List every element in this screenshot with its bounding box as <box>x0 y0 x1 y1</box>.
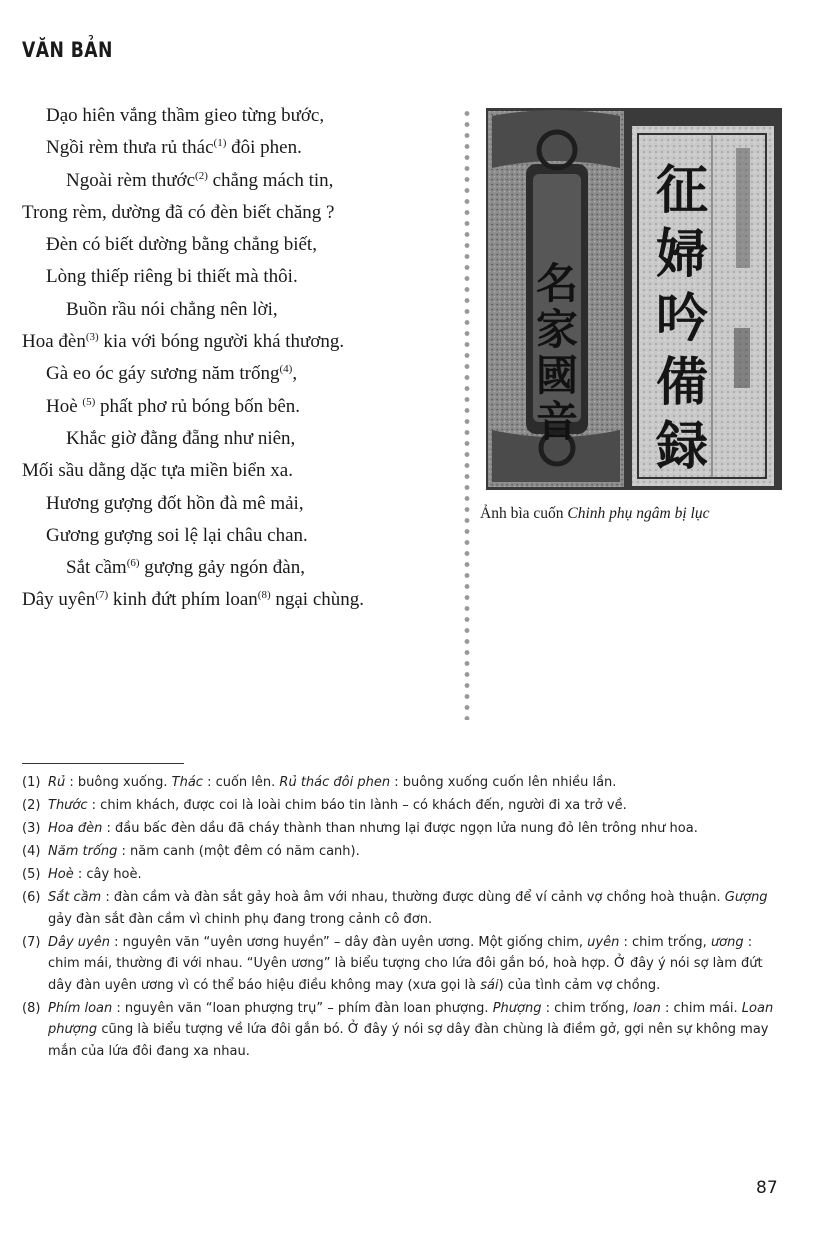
footnote-text: ương <box>710 934 744 950</box>
footnote-text: Rủ <box>48 775 66 790</box>
footnote-text: Loan phượng <box>48 1000 774 1037</box>
poem <box>22 100 462 617</box>
footnote-number: (4) <box>22 844 41 859</box>
poem-line <box>22 261 462 293</box>
footnote-number: (1) <box>22 775 41 790</box>
left-cover-character: 國 <box>535 351 579 400</box>
footnote-text: Hoa đèn <box>48 821 103 836</box>
footnote-text: sái <box>480 977 499 993</box>
footnote-text: ) của tình cảm vợ chồng. <box>498 977 661 993</box>
poem-line <box>22 455 462 487</box>
poem-text: Ngoài rèm thước <box>66 169 196 191</box>
poem-text: Hương gượng đốt hồn đà mê mải, <box>46 492 304 514</box>
dotted-divider <box>464 108 470 720</box>
footnote-text: Phượng <box>492 1000 542 1016</box>
poem-text: Lòng thiếp riêng bi thiết mà thôi. <box>46 266 298 288</box>
footnote-text: Thước <box>48 798 88 813</box>
footnote-number: (7) <box>22 934 41 950</box>
left-cover-character: 家 <box>535 305 579 354</box>
book-cover-photo <box>486 108 782 490</box>
poem-line <box>22 326 462 358</box>
poem-text: Mối sầu dằng dặc tựa miền biển xa. <box>22 460 293 482</box>
footnote <box>22 818 784 840</box>
footnote-text: : chim mái, thường đi với nhau. “Uyên ương” là biểu tượng cho lứa đôi gắn bó, hoà hợp. Ở đây ý nói sợ làm đứt dây đàn uyên ương vì có thể báo hiệu điều không may (xưa gọi là <box>48 934 763 993</box>
figure-caption <box>480 505 709 523</box>
footnote-text: : chim trống, <box>619 934 711 950</box>
left-cover-character: 名 <box>535 259 579 308</box>
poem-line <box>22 294 462 326</box>
footnote-number: (8) <box>22 1000 41 1016</box>
footnote-text: Hoè <box>48 867 74 882</box>
poem-line <box>22 423 462 455</box>
poem-line <box>22 552 462 584</box>
left-cover-character: 音 <box>535 397 579 446</box>
poem-text: Buồn rầu nói chẳng nên lời, <box>66 298 278 320</box>
footnote-text: Rủ thác đôi phen <box>279 775 391 790</box>
poem-text: Hoè <box>46 395 83 417</box>
footnote-text: uyên <box>587 934 620 950</box>
footnote-number: (5) <box>22 867 41 882</box>
section-title: VĂN BẢN <box>22 38 113 62</box>
poem-text: Sắt cầm <box>66 557 127 579</box>
footnote-text: Thác <box>171 775 203 790</box>
footnote <box>22 864 784 886</box>
footnotes <box>22 772 784 1064</box>
poem-text: (8) <box>257 589 271 602</box>
poem-line <box>22 584 462 616</box>
poem-text: kia với bóng người khá thương. <box>98 331 345 353</box>
footnote <box>22 998 784 1063</box>
footnote-text: Dây uyên <box>48 934 110 950</box>
poem-line <box>22 520 462 552</box>
footnote <box>22 795 784 817</box>
page-number: 87 <box>756 1178 778 1198</box>
footnote-text: Gượng <box>724 890 768 905</box>
right-cover-character: 吟 <box>655 289 709 349</box>
footnote-text: Phím loan <box>48 1000 113 1016</box>
footnote-text: : năm canh (một đêm có năm canh). <box>117 844 360 859</box>
footnote-number: (6) <box>22 890 41 905</box>
poem-text: Gương gượng soi lệ lại châu chan. <box>46 524 308 546</box>
poem-text: Hoa đèn <box>22 331 86 353</box>
poem-text: (6) <box>126 557 140 570</box>
right-cover-character: 備 <box>655 353 709 413</box>
poem-line <box>22 197 462 229</box>
poem-line <box>22 100 462 132</box>
poem-line <box>22 391 462 423</box>
right-cover-character: 征 <box>655 161 709 221</box>
footnote-text: : buông xuống. <box>65 775 172 790</box>
footnote <box>22 841 784 863</box>
footnote-text: : cuốn lên. <box>202 775 280 790</box>
poem-text: đôi phen. <box>226 137 302 159</box>
poem-text: (7) <box>95 589 109 602</box>
footnote <box>22 772 784 794</box>
footnote-text: : nguyên văn “loan phượng trụ” – phím đàn loan phượng. <box>112 1000 493 1016</box>
poem-text: Gà eo óc gáy sương năm trống <box>46 363 280 385</box>
footnote-text: loan <box>633 1000 661 1016</box>
footnote-text: Sắt cầm <box>48 890 102 905</box>
caption-text: Ảnh bìa cuốn <box>480 505 568 522</box>
footnote-text: : cây hoè. <box>73 867 142 882</box>
footnote-text: : chim khách, được coi là loài chim báo tin lành – có khách đến, người đi xa trở về. <box>87 798 627 813</box>
poem-text: Ngồi rèm thưa rủ thác <box>46 137 214 159</box>
footnote-text: : chim mái. <box>660 1000 742 1016</box>
poem-text: (4) <box>279 363 293 376</box>
poem-text: chẳng mách tin, <box>207 169 334 191</box>
poem-text: kinh đứt phím loan <box>108 589 258 611</box>
poem-text: (2) <box>195 169 208 182</box>
poem-text: (3) <box>85 331 99 344</box>
poem-text: Khắc giờ đằng đẵng như niên, <box>66 427 296 449</box>
footnote-number: (3) <box>22 821 41 836</box>
footnote-text: : đàn cầm và đàn sắt gảy hoà âm với nhau, thường được dùng để ví cảnh vợ chồng hoà thuận. <box>101 890 725 905</box>
right-cover-character: 録 <box>655 417 709 477</box>
poem-text: Trong rèm, dường đã có đèn biết chăng ? <box>22 201 335 223</box>
footnote-text: : chim trống, <box>541 1000 634 1016</box>
footnote-text: cũng là biểu tượng về lứa đôi gắn bó. Ở đây ý nói sợ dây đàn chùng là điềm gở, gợi nên sự không may mắn của lứa đôi đang xa nhau. <box>48 1022 769 1059</box>
footnote <box>22 932 784 997</box>
caption-text: Chinh phụ ngâm bị lục <box>567 505 710 522</box>
footnote-text: : nguyên văn “uyên ương huyền” – dây đàn uyên ương. Một giống chim, <box>109 934 588 950</box>
poem-text: (1) <box>213 137 227 150</box>
footnote <box>22 887 784 930</box>
footnote-number: (2) <box>22 798 41 813</box>
poem-text: Đèn có biết dường bằng chẳng biết, <box>46 234 317 256</box>
poem-text: gượng gảy ngón đàn, <box>139 557 305 579</box>
poem-text: phất phơ rủ bóng bốn bên. <box>95 395 301 417</box>
poem-line <box>22 229 462 261</box>
poem-text: , <box>292 363 298 385</box>
poem-line <box>22 165 462 197</box>
poem-line <box>22 132 462 164</box>
footnote-text: Năm trống <box>48 844 118 859</box>
poem-text: Dây uyên <box>22 589 96 611</box>
poem-line <box>22 358 462 390</box>
footnote-text: : đầu bấc đèn dầu đã cháy thành than nhưng lại được ngọn lửa nung đỏ lên trông như hoa. <box>102 821 698 836</box>
footnote-text: gảy đàn sắt đàn cầm vì chinh phụ đang trong cảnh cô đơn. <box>48 911 433 927</box>
poem-text: ngại chùng. <box>270 589 365 611</box>
footnote-text: : buông xuống cuốn lên nhiều lần. <box>390 775 617 790</box>
footnote-rule <box>22 763 184 764</box>
right-cover-character: 婦 <box>655 225 709 285</box>
poem-line <box>22 488 462 520</box>
poem-text: (5) <box>82 395 96 408</box>
poem-text: Dạo hiên vắng thầm gieo từng bước, <box>46 105 325 126</box>
